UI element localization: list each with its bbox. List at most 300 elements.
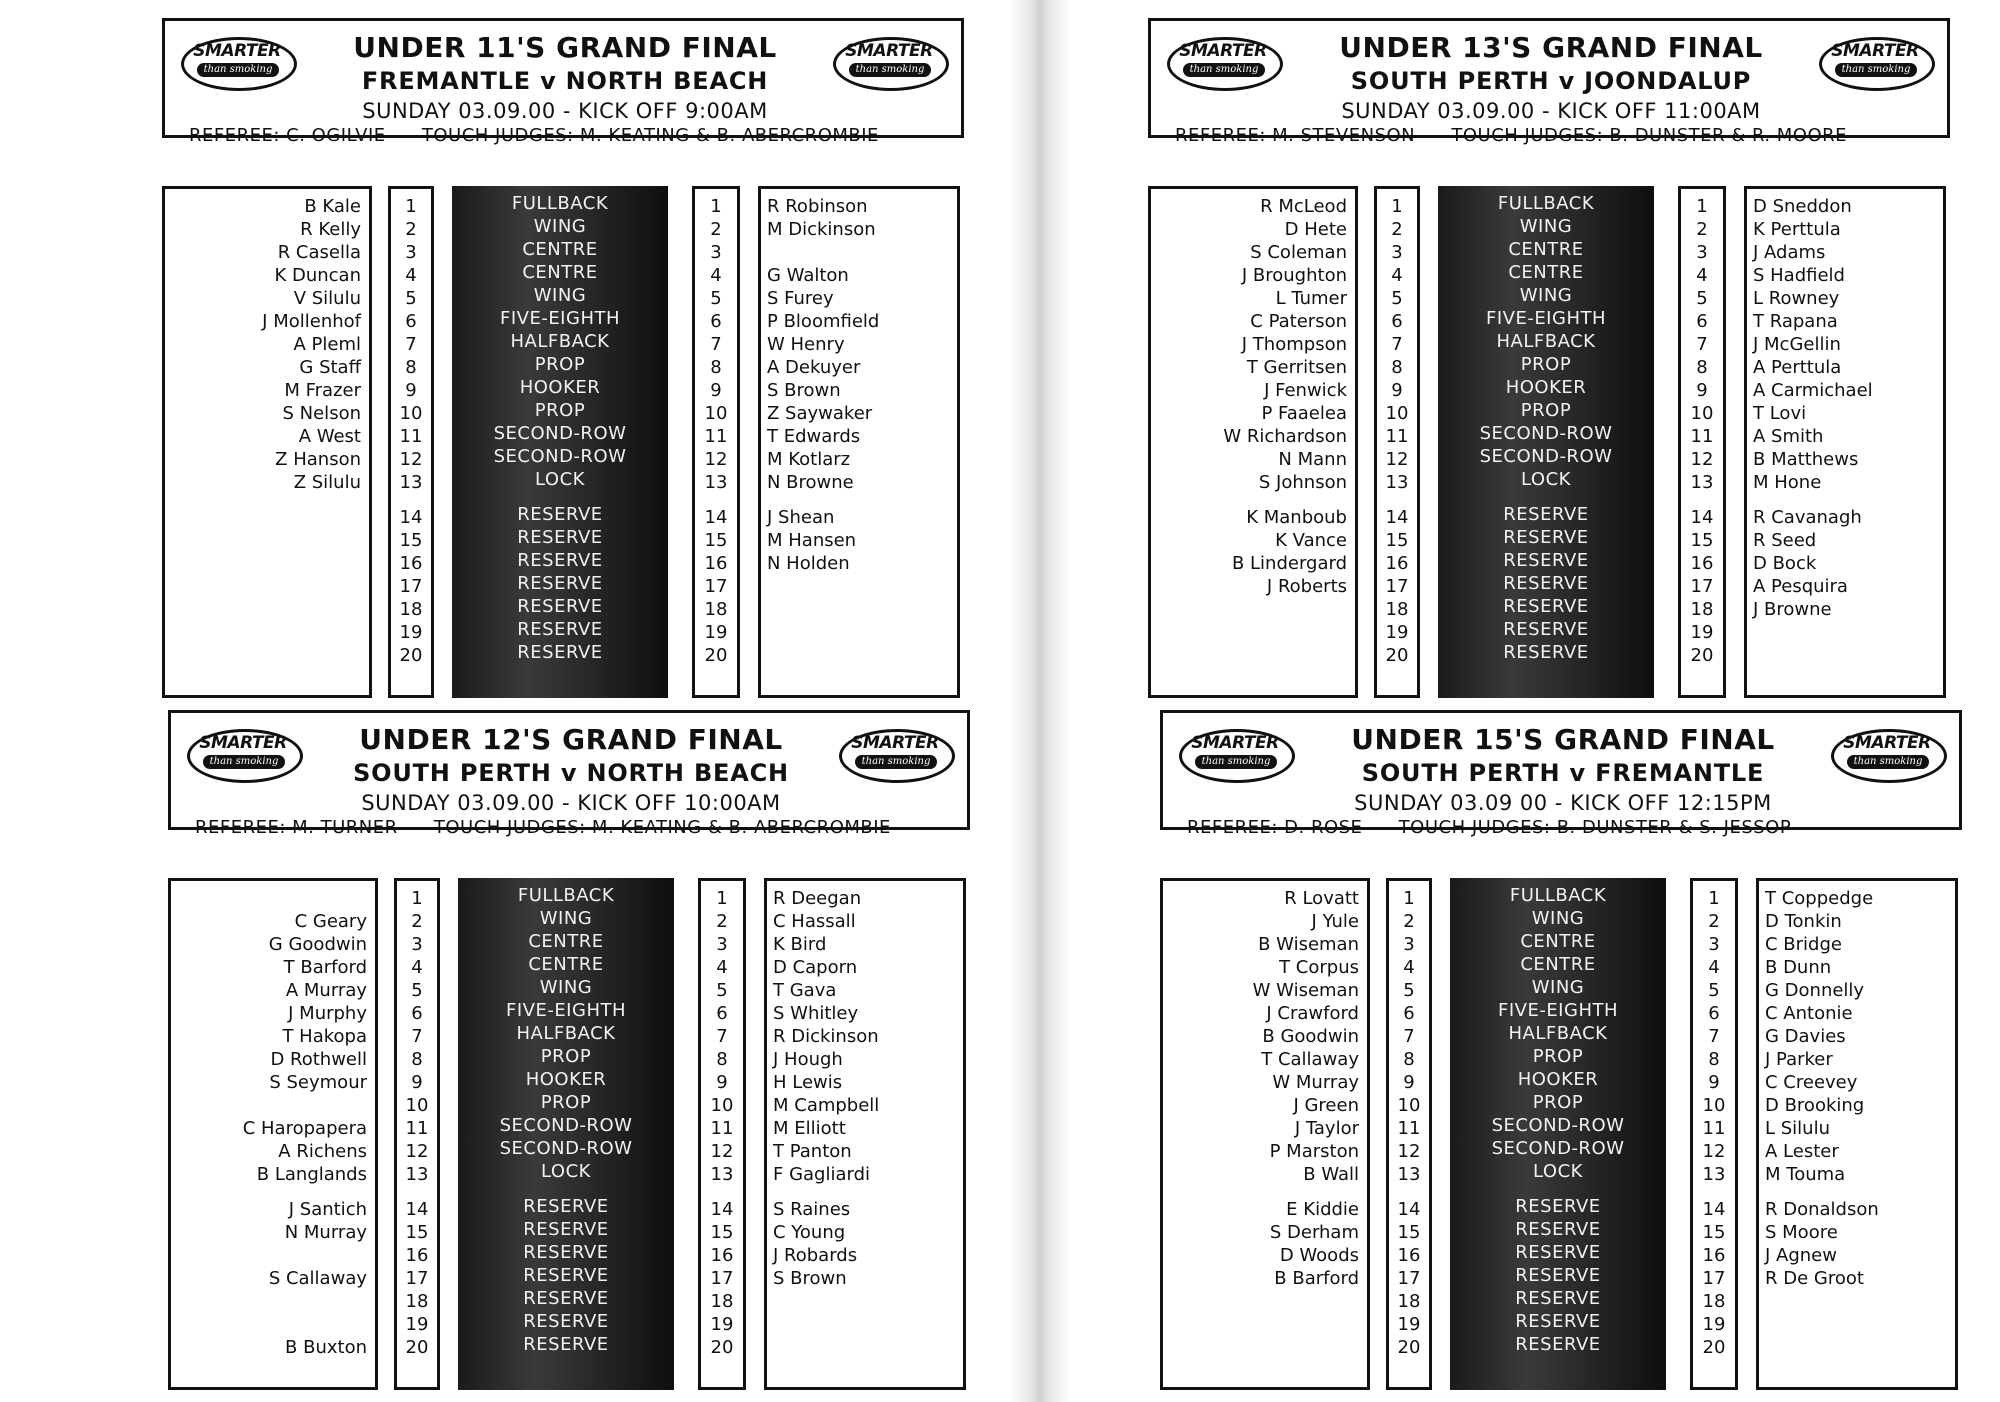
touch-judges: TOUCH JUDGES: B. DUNSTER & R. MOORE	[1451, 125, 1848, 146]
away-jersey-number: 2	[1696, 219, 1708, 240]
away-jersey-number: 11	[710, 1118, 734, 1139]
home-jersey-number: 17	[1385, 576, 1409, 597]
home-player: D Hete	[1284, 219, 1347, 240]
away-jersey-number: 9	[710, 380, 722, 401]
position-label: SECOND-ROW	[493, 446, 627, 467]
home-player: L Tumer	[1275, 288, 1347, 309]
position-label: CENTRE	[522, 262, 598, 283]
position-label: LOCK	[1533, 1161, 1583, 1182]
away-jersey-number: 20	[704, 645, 728, 666]
away-jersey-number: 8	[716, 1049, 728, 1070]
position-label: RESERVE	[517, 504, 603, 525]
away-player: M Campbell	[773, 1095, 880, 1116]
home-jersey-number: 4	[405, 265, 417, 286]
home-jersey-number: 19	[405, 1314, 429, 1335]
officials-line	[195, 817, 955, 838]
position-label: RESERVE	[517, 573, 603, 594]
away-player: D Caporn	[773, 957, 858, 978]
home-jersey-number: 5	[411, 980, 423, 1001]
away-jersey-number: 9	[716, 1072, 728, 1093]
position-label: PROP	[540, 1046, 592, 1067]
position-label: WING	[533, 216, 587, 237]
home-jersey-number: 16	[1385, 553, 1409, 574]
logo-brand: SMARTER	[1179, 41, 1267, 61]
home-player: J Santich	[288, 1199, 367, 1220]
home-player: Z Hanson	[275, 449, 361, 470]
away-jersey-number: 12	[1702, 1141, 1726, 1162]
away-player: F Gagliardi	[773, 1164, 871, 1185]
away-player: D Bock	[1753, 553, 1817, 574]
logo-brand: SMARTER	[1191, 733, 1279, 753]
away-player: C Hassall	[773, 911, 856, 932]
position-label: PROP	[1520, 354, 1572, 375]
position-label: RESERVE	[523, 1265, 609, 1286]
away-jersey-number: 11	[1702, 1118, 1726, 1139]
program-title: UNDER 15'S GRAND FINAL	[1351, 723, 1775, 756]
home-jersey-number: 9	[1391, 380, 1403, 401]
home-jersey-number: 2	[411, 911, 423, 932]
position-label: SECOND-ROW	[1491, 1138, 1625, 1159]
home-player: D Woods	[1279, 1245, 1359, 1266]
away-jersey-number: 2	[716, 911, 728, 932]
away-jersey-number: 19	[710, 1314, 734, 1335]
away-player: M Touma	[1765, 1164, 1846, 1185]
home-jersey-number: 17	[399, 576, 423, 597]
home-jersey-number: 1	[411, 888, 423, 909]
away-player: D Sneddon	[1753, 196, 1852, 217]
home-player: J Roberts	[1266, 576, 1347, 597]
home-player: B Goodwin	[1262, 1026, 1359, 1047]
logo-brand: SMARTER	[851, 733, 939, 753]
away-jersey-number: 18	[1690, 599, 1714, 620]
away-player: C Bridge	[1765, 934, 1842, 955]
home-jersey-number: 12	[405, 1141, 429, 1162]
home-jersey-number: 19	[399, 622, 423, 643]
home-jersey-number: 11	[1385, 426, 1409, 447]
away-jersey-number: 8	[1696, 357, 1708, 378]
away-jersey-number: 15	[710, 1222, 734, 1243]
position-label: RESERVE	[1503, 550, 1589, 571]
position-label: RESERVE	[1515, 1265, 1601, 1286]
away-player: C Creevey	[1765, 1072, 1858, 1093]
away-player: B Matthews	[1753, 449, 1859, 470]
home-jersey-number: 10	[405, 1095, 429, 1116]
touch-judges: TOUCH JUDGES: M. KEATING & B. ABERCROMBIE	[433, 817, 891, 838]
away-jersey-number: 18	[704, 599, 728, 620]
away-player: M Hansen	[767, 530, 857, 551]
smarter-logo	[175, 33, 299, 91]
position-label: SECOND-ROW	[1491, 1115, 1625, 1136]
home-jersey-number: 13	[405, 1164, 429, 1185]
home-jersey-number: 15	[1397, 1222, 1421, 1243]
nums-left-column	[388, 186, 434, 698]
home-jersey-number: 19	[1385, 622, 1409, 643]
home-jersey-number: 17	[405, 1268, 429, 1289]
away-jersey-number: 19	[1690, 622, 1714, 643]
home-player: G Goodwin	[268, 934, 367, 955]
smarter-logo	[1173, 725, 1297, 783]
away-player: J Parker	[1765, 1049, 1833, 1070]
positions-column	[452, 186, 668, 698]
away-jersey-number: 6	[710, 311, 722, 332]
position-label: CENTRE	[1508, 239, 1584, 260]
referee: REFEREE: C. OGILVIE	[189, 125, 386, 146]
away-jersey-number: 1	[1708, 888, 1720, 909]
away-player: G Davies	[1765, 1026, 1846, 1047]
home-player: S Nelson	[282, 403, 361, 424]
position-label: RESERVE	[517, 619, 603, 640]
home-jersey-number: 16	[399, 553, 423, 574]
logo-brand: SMARTER	[1843, 733, 1931, 753]
away-jersey-number: 7	[1708, 1026, 1720, 1047]
away-jersey-number: 13	[704, 472, 728, 493]
away-jersey-number: 7	[716, 1026, 728, 1047]
home-player: W Wiseman	[1252, 980, 1359, 1001]
names-left-column	[168, 878, 378, 1390]
position-label: RESERVE	[523, 1242, 609, 1263]
home-jersey-number: 5	[1391, 288, 1403, 309]
position-label: RESERVE	[517, 642, 603, 663]
home-player: J Taylor	[1294, 1118, 1359, 1139]
nums-left-column	[394, 878, 440, 1390]
position-label: PROP	[1532, 1046, 1584, 1067]
away-player: J Agnew	[1765, 1245, 1837, 1266]
away-player: J Browne	[1753, 599, 1832, 620]
position-label: FULLBACK	[1497, 193, 1595, 214]
nums-left-column	[1374, 186, 1420, 698]
names-right-column	[758, 186, 960, 698]
away-jersey-number: 5	[1708, 980, 1720, 1001]
position-label: PROP	[1532, 1092, 1584, 1113]
smarter-logo	[833, 725, 957, 783]
home-player: J Fenwick	[1264, 380, 1347, 401]
away-player: A Carmichael	[1753, 380, 1873, 401]
position-label: RESERVE	[1503, 573, 1589, 594]
position-label: LOCK	[535, 469, 585, 490]
referee: REFEREE: D. ROSE	[1187, 817, 1363, 838]
away-jersey-number: 12	[710, 1141, 734, 1162]
home-jersey-number: 6	[411, 1003, 423, 1024]
home-jersey-number: 6	[405, 311, 417, 332]
position-label: RESERVE	[1515, 1242, 1601, 1263]
away-jersey-number: 15	[1690, 530, 1714, 551]
away-jersey-number: 6	[716, 1003, 728, 1024]
home-jersey-number: 11	[405, 1118, 429, 1139]
away-player: R Robinson	[767, 196, 868, 217]
position-label: PROP	[534, 400, 586, 421]
logo-tagline: than smoking	[849, 63, 931, 77]
home-jersey-number: 14	[399, 507, 423, 528]
home-player: B Lindergard	[1231, 553, 1347, 574]
home-jersey-number: 20	[405, 1337, 429, 1358]
logo-tagline: than smoking	[197, 63, 279, 77]
position-label: RESERVE	[1503, 619, 1589, 640]
away-player: R Donaldson	[1765, 1199, 1879, 1220]
away-player: A Smith	[1753, 426, 1824, 447]
away-jersey-number: 20	[1690, 645, 1714, 666]
logo-tagline: than smoking	[855, 755, 937, 769]
position-label: RESERVE	[1515, 1288, 1601, 1309]
away-jersey-number: 4	[716, 957, 728, 978]
position-label: RESERVE	[517, 527, 603, 548]
program-under-13	[1148, 18, 1968, 708]
away-jersey-number: 13	[1690, 472, 1714, 493]
away-player: T Gava	[773, 980, 837, 1001]
program-header	[168, 710, 970, 838]
home-player: T Barford	[283, 957, 367, 978]
position-label: HALFBACK	[516, 1023, 616, 1044]
names-left-column	[1148, 186, 1358, 698]
smarter-logo	[827, 33, 951, 91]
away-player: G Donnelly	[1765, 980, 1865, 1001]
position-label: RESERVE	[1515, 1196, 1601, 1217]
home-player: G Staff	[299, 357, 361, 378]
away-player: R De Groot	[1765, 1268, 1864, 1289]
away-player: M Dickinson	[767, 219, 876, 240]
position-label: CENTRE	[528, 931, 604, 952]
logo-tagline: than smoking	[1195, 755, 1277, 769]
away-jersey-number: 1	[710, 196, 722, 217]
home-jersey-number: 18	[1385, 599, 1409, 620]
home-jersey-number: 13	[1397, 1164, 1421, 1185]
home-jersey-number: 8	[1391, 357, 1403, 378]
home-player: B Kale	[304, 196, 361, 217]
program-title: UNDER 13'S GRAND FINAL	[1339, 31, 1763, 64]
home-jersey-number: 4	[411, 957, 423, 978]
position-label: WING	[1519, 216, 1573, 237]
away-jersey-number: 17	[1690, 576, 1714, 597]
home-jersey-number: 16	[405, 1245, 429, 1266]
home-jersey-number: 10	[399, 403, 423, 424]
home-player: A West	[298, 426, 361, 447]
away-player: D Brooking	[1765, 1095, 1865, 1116]
away-player: C Antonie	[1765, 1003, 1853, 1024]
home-player: J Thompson	[1241, 334, 1347, 355]
position-label: WING	[1531, 977, 1585, 998]
away-jersey-number: 16	[1690, 553, 1714, 574]
position-label: CENTRE	[1520, 931, 1596, 952]
away-player: T Lovi	[1753, 403, 1807, 424]
home-jersey-number: 8	[411, 1049, 423, 1070]
home-jersey-number: 15	[1385, 530, 1409, 551]
away-jersey-number: 3	[1708, 934, 1720, 955]
position-label: PROP	[1520, 400, 1572, 421]
away-jersey-number: 14	[704, 507, 728, 528]
away-jersey-number: 11	[1690, 426, 1714, 447]
program-title: UNDER 12'S GRAND FINAL	[359, 723, 783, 756]
home-jersey-number: 20	[399, 645, 423, 666]
home-player: T Hakopa	[282, 1026, 367, 1047]
position-label: FIVE-EIGHTH	[499, 308, 621, 329]
away-player: W Henry	[767, 334, 845, 355]
away-jersey-number: 3	[710, 242, 722, 263]
kickoff-line: SUNDAY 03.09.00 - KICK OFF 9:00AM	[362, 99, 768, 123]
position-label: PROP	[534, 354, 586, 375]
away-player: M Hone	[1753, 472, 1822, 493]
away-player: S Furey	[767, 288, 834, 309]
home-jersey-number: 6	[1403, 1003, 1415, 1024]
smarter-logo	[1813, 33, 1937, 91]
away-jersey-number: 19	[1702, 1314, 1726, 1335]
position-label: FULLBACK	[1509, 885, 1607, 906]
program-under-15	[1160, 710, 1980, 1400]
home-player: A Richens	[278, 1141, 367, 1162]
smarter-logo	[1825, 725, 1949, 783]
away-jersey-number: 13	[1702, 1164, 1726, 1185]
away-player: C Young	[773, 1222, 846, 1243]
away-player: J Robards	[773, 1245, 858, 1266]
home-player: B Buxton	[285, 1337, 367, 1358]
home-player: P Faaelea	[1261, 403, 1347, 424]
position-label: RESERVE	[517, 596, 603, 617]
away-jersey-number: 3	[716, 934, 728, 955]
home-player: T Gerritsen	[1246, 357, 1347, 378]
away-player: K Perttula	[1753, 219, 1841, 240]
away-player: T Coppedge	[1765, 888, 1874, 909]
position-label: RESERVE	[1503, 642, 1589, 663]
away-jersey-number: 16	[710, 1245, 734, 1266]
home-jersey-number: 7	[411, 1026, 423, 1047]
program-teams: SOUTH PERTH v JOONDALUP	[1350, 67, 1752, 95]
referee: REFEREE: M. STEVENSON	[1175, 125, 1416, 146]
home-player: E Kiddie	[1286, 1199, 1359, 1220]
away-jersey-number: 7	[1696, 334, 1708, 355]
nums-right-column	[698, 878, 746, 1390]
away-jersey-number: 19	[704, 622, 728, 643]
logo-tagline: than smoking	[1847, 755, 1929, 769]
position-label: SECOND-ROW	[499, 1115, 633, 1136]
home-jersey-number: 14	[1385, 507, 1409, 528]
home-jersey-number: 2	[1391, 219, 1403, 240]
away-jersey-number: 1	[716, 888, 728, 909]
position-label: FIVE-EIGHTH	[1485, 308, 1607, 329]
positions-column	[1438, 186, 1654, 698]
away-player: A Lester	[1765, 1141, 1839, 1162]
position-label: HALFBACK	[1496, 331, 1596, 352]
away-jersey-number: 3	[1696, 242, 1708, 263]
names-left-column	[1160, 878, 1370, 1390]
position-label: LOCK	[1521, 469, 1571, 490]
logo-tagline: than smoking	[203, 755, 285, 769]
away-jersey-number: 17	[704, 576, 728, 597]
officials-line	[1187, 817, 1947, 838]
home-player: J Crawford	[1266, 1003, 1359, 1024]
away-jersey-number: 11	[704, 426, 728, 447]
away-player: G Walton	[767, 265, 849, 286]
position-label: HOOKER	[1505, 377, 1587, 398]
away-jersey-number: 7	[710, 334, 722, 355]
home-jersey-number: 7	[405, 334, 417, 355]
home-jersey-number: 14	[1397, 1199, 1421, 1220]
away-player: A Perttula	[1753, 357, 1842, 378]
position-label: WING	[533, 285, 587, 306]
home-jersey-number: 12	[399, 449, 423, 470]
home-jersey-number: 10	[1385, 403, 1409, 424]
home-jersey-number: 8	[1403, 1049, 1415, 1070]
away-player: N Browne	[767, 472, 854, 493]
home-jersey-number: 14	[405, 1199, 429, 1220]
program-teams: SOUTH PERTH v NORTH BEACH	[353, 759, 789, 787]
home-player: Z Silulu	[293, 472, 361, 493]
position-label: RESERVE	[1515, 1311, 1601, 1332]
position-label: WING	[539, 977, 593, 998]
away-jersey-number: 9	[1696, 380, 1708, 401]
away-jersey-number: 4	[1708, 957, 1720, 978]
away-jersey-number: 10	[1690, 403, 1714, 424]
names-left-column	[162, 186, 372, 698]
position-label: HOOKER	[1517, 1069, 1599, 1090]
away-jersey-number: 15	[1702, 1222, 1726, 1243]
home-jersey-number: 16	[1397, 1245, 1421, 1266]
home-jersey-number: 3	[411, 934, 423, 955]
away-jersey-number: 2	[710, 219, 722, 240]
home-player: K Duncan	[274, 265, 361, 286]
home-jersey-number: 7	[1391, 334, 1403, 355]
home-player: W Murray	[1272, 1072, 1359, 1093]
home-jersey-number: 2	[1403, 911, 1415, 932]
home-player: R Lovatt	[1284, 888, 1359, 909]
position-label: RESERVE	[1503, 504, 1589, 525]
home-player: V Silulu	[293, 288, 361, 309]
away-jersey-number: 18	[710, 1291, 734, 1312]
away-jersey-number: 20	[1702, 1337, 1726, 1358]
position-label: FULLBACK	[511, 193, 609, 214]
away-player: R Dickinson	[773, 1026, 879, 1047]
home-jersey-number: 18	[399, 599, 423, 620]
position-label: RESERVE	[523, 1196, 609, 1217]
home-player: M Frazer	[284, 380, 361, 401]
away-player: L Silulu	[1765, 1118, 1830, 1139]
away-player: M Elliott	[773, 1118, 846, 1139]
page-spine	[1010, 0, 1070, 1402]
home-jersey-number: 6	[1391, 311, 1403, 332]
away-jersey-number: 1	[1696, 196, 1708, 217]
home-jersey-number: 11	[399, 426, 423, 447]
home-jersey-number: 13	[399, 472, 423, 493]
home-player: K Manboub	[1246, 507, 1347, 528]
nums-left-column	[1386, 878, 1432, 1390]
away-jersey-number: 5	[716, 980, 728, 1001]
position-label: RESERVE	[1503, 596, 1589, 617]
home-jersey-number: 15	[405, 1222, 429, 1243]
position-label: PROP	[540, 1092, 592, 1113]
home-jersey-number: 9	[1403, 1072, 1415, 1093]
position-label: CENTRE	[1508, 262, 1584, 283]
logo-tagline: than smoking	[1835, 63, 1917, 77]
positions-column	[458, 878, 674, 1390]
home-jersey-number: 1	[1391, 196, 1403, 217]
home-player: R Casella	[277, 242, 361, 263]
away-jersey-number: 4	[710, 265, 722, 286]
home-jersey-number: 12	[1397, 1141, 1421, 1162]
home-player: J Mollenhof	[262, 311, 361, 332]
away-player: B Dunn	[1765, 957, 1832, 978]
program-header	[1148, 18, 1950, 146]
home-player: S Johnson	[1258, 472, 1347, 493]
position-label: FIVE-EIGHTH	[505, 1000, 627, 1021]
nums-right-column	[692, 186, 740, 698]
away-player: T Edwards	[767, 426, 861, 447]
home-jersey-number: 8	[405, 357, 417, 378]
position-label: RESERVE	[1515, 1219, 1601, 1240]
position-label: WING	[1519, 285, 1573, 306]
away-jersey-number: 14	[710, 1199, 734, 1220]
position-label: HALFBACK	[510, 331, 610, 352]
position-label: CENTRE	[528, 954, 604, 975]
program-header	[1160, 710, 1962, 838]
home-jersey-number: 4	[1391, 265, 1403, 286]
home-player: B Langlands	[256, 1164, 367, 1185]
